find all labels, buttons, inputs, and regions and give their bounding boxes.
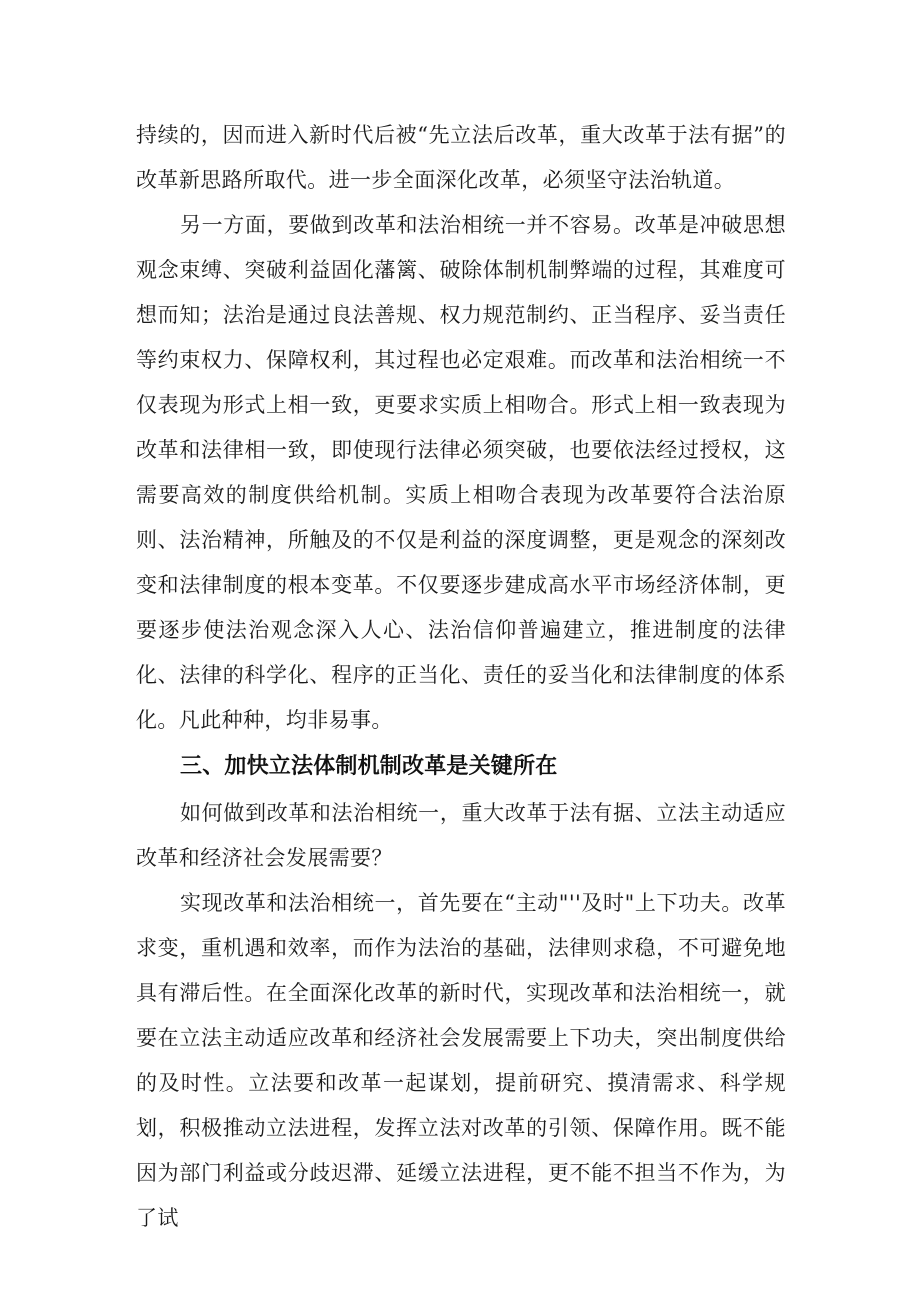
- paragraph-question: 如何做到改革和法治相统一，重大改革于法有据、立法主动适应改革和经济社会发展需要？: [136, 801, 786, 870]
- paragraph-continuation: 持续的，因而进入新时代后被“先立法后改革，重大改革于法有据”的改革新思路所取代。进一步全面深化改革，必须坚守法治轨道。: [136, 123, 786, 192]
- document-body: [136, 113, 786, 1241]
- paragraph-proactive: 实现改革和法治相统一，首先要在“主动"''及时"上下功夫。改革求变，重机遇和效率，而作为法治的基础，法律则求稳，不可避免地具有滞后性。在全面深化改革的新时代，实现改革和法治相统一，就要在立法主动适应改革和经济社会发展需要上下功夫，突出制度供给的及时性。立法要和改革一起谋划，提前研究、摸清需求、科学规划，积极推动立法进程，发挥立法对改革的引领、保障作用。既不能因为部门利益或分歧迟滞、延缓立法进程，更不能不担当不作为，为了试: [136, 891, 786, 1230]
- section-heading: 三、加快立法体制机制改革是关键所在: [180, 754, 558, 779]
- paragraph-difficulty: 另一方面，要做到改革和法治相统一并不容易。改革是冲破思想观念束缚、突破利益固化藩篱、破除体制机制弊端的过程，其难度可想而知；法治是通过良法善规、权力规范制约、正当程序、妥当责任等约束权力、保障权利，其过程也必定艰难。而改革和法治相统一不仅表现为形式上相一致，更要求实质上相吻合。形式上相一致表现为改革和法律相一致，即使现行法律必须突破，也要依法经过授权，这需要高效的制度供给机制。实质上相吻合表现为改革要符合法治原则、法治精神，所触及的不仅是利益的深度调整，更是观念的深刻改变和法律制度的根本变革。不仅要逐步建成高水平市场经济体制，更要逐步使法治观念深入人心、法治信仰普遍建立，推进制度的法律化、法律的科学化、程序的正当化、责任的妥当化和法律制度的体系化。凡此种种，均非易事。: [136, 213, 786, 732]
